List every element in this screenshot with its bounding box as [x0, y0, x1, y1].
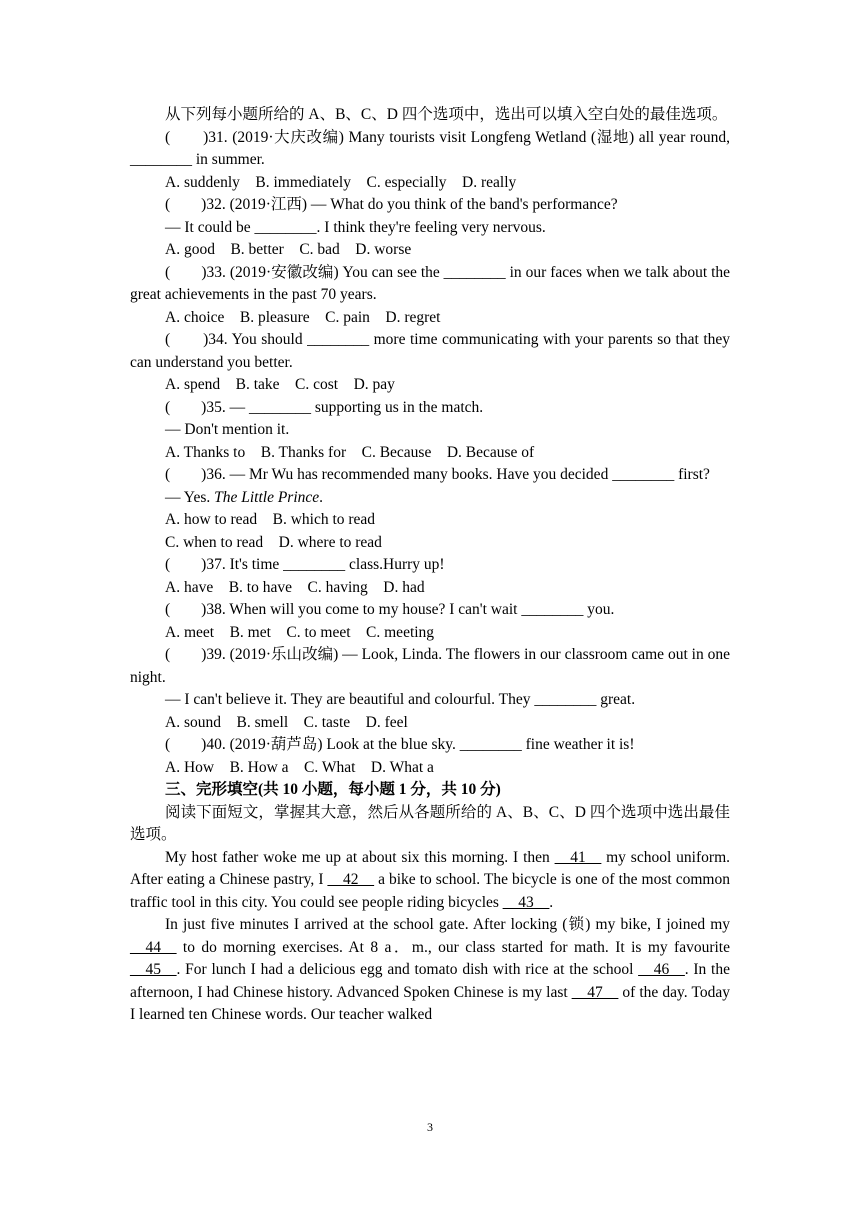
passage-text: . For lunch I had a delicious egg and tomato dish with rice at the school — [176, 961, 639, 978]
blank-45: __45__ — [130, 961, 177, 978]
question-31-options: A. suddenly B. immediately C. especially D. really — [165, 173, 517, 191]
page-number: 3 — [427, 1120, 433, 1134]
question-37-stem: ( )37. It's time ________ class.Hurry up! — [165, 556, 445, 573]
question-38-options: A. meet B. met C. to meet C. meeting — [165, 623, 435, 641]
question-36-stem: ( )36. — Mr Wu has recommended many books. Have you decided ________ first? — [165, 466, 710, 483]
question-33-options: A. choice B. pleasure C. pain D. regret — [165, 308, 441, 326]
blank-43: __43__ — [502, 893, 550, 911]
passage-text: . In the afternoon, I had Chinese history. Advanced Spoken Chinese is my last — [130, 961, 730, 1001]
blank-44: __44__ — [130, 938, 177, 956]
section-instruction: 从下列每小题所给的 A、B、C、D 四个选项中，选出可以填入空白处的最佳选项。 — [165, 106, 728, 123]
question-36-reply-prefix: — Yes. — [165, 488, 215, 506]
passage-text: a bike to school. The bicycle is one of the most common traffic tool in this city. You could see people riding bicycles — [130, 871, 730, 911]
blank-46: __46__ — [638, 961, 685, 978]
question-36-options-row1: A. how to read B. which to read — [165, 511, 376, 528]
passage-text: . — [549, 893, 554, 911]
question-39-reply: — I can't believe it. They are beautiful and colourful. They ________ great. — [165, 691, 636, 708]
question-34-options: A. spend B. take C. cost D. pay — [165, 376, 395, 393]
question-36-reply-suffix: . — [319, 488, 324, 506]
question-38-stem: ( )38. When will you come to my house? I can't wait ________ you. — [165, 601, 615, 618]
question-36-reply — [130, 487, 730, 510]
question-33-stem: ( )33. (2019·安徽改编) You can see the ________ in our faces when we talk about the great achievements in the past 70 years. — [130, 263, 730, 303]
question-37-options: A. have B. to have C. having D. had — [165, 578, 425, 596]
question-32-stem: ( )32. (2019·江西) — What do you think of the band's performance? — [165, 196, 618, 213]
question-36-options-row2: C. when to read D. where to read — [165, 533, 382, 551]
question-32-reply: — It could be ________. I think they're feeling very nervous. — [165, 218, 546, 236]
page-content — [130, 104, 730, 1027]
passage-text: of the day. Today I learned ten Chinese words. Our teacher walked — [130, 983, 730, 1023]
section-3-instruction: 阅读下面短文，掌握其大意，然后从各题所给的 A、B、C、D 四个选项中选出最佳选项。 — [130, 803, 730, 843]
question-35-reply: — Don't mention it. — [165, 421, 290, 438]
passage-paragraph-2 — [130, 914, 730, 1027]
passage-text: In just five minutes I arrived at the school gate. After locking (锁) my bike, I joined my — [165, 916, 730, 933]
question-31-stem: ( )31. (2019·大庆改编) Many tourists visit Longfeng Wetland (湿地) all year round, ________ in summer. — [130, 128, 730, 168]
blank-42: __42__ — [327, 871, 375, 888]
passage-text: My host father woke me up at about six this morning. I then — [165, 848, 555, 866]
passage-text: my school uniform. After eating a Chinese pastry, I — [130, 848, 730, 888]
question-36-book-title: The Little Prince — [214, 488, 320, 506]
question-34-stem: ( )34. You should ________ more time communicating with your parents so that they can understand you better. — [130, 331, 730, 371]
passage-text: to do morning exercises. At 8 a．m., our class started for math. It is my favourite — [176, 938, 730, 956]
blank-41: __41__ — [554, 848, 602, 866]
question-39-stem: ( )39. (2019·乐山改编) — Look, Linda. The flowers in our classroom came out in one night. — [130, 646, 730, 686]
blank-47: __47__ — [571, 983, 619, 1001]
question-39-options: A. sound B. smell C. taste D. feel — [165, 713, 408, 731]
question-35-options: A. Thanks to B. Thanks for C. Because D. Because of — [165, 443, 535, 461]
passage-paragraph-1 — [130, 847, 730, 915]
question-32-options: A. good B. better C. bad D. worse — [165, 241, 412, 258]
section-3-heading: 三、完形填空(共 10 小题，每小题 1 分，共 10 分) — [165, 781, 501, 798]
question-40-options: A. How B. How a C. What D. What a — [165, 758, 434, 776]
question-40-stem: ( )40. (2019·葫芦岛) Look at the blue sky. ________ fine weather it is! — [165, 736, 635, 753]
question-35-stem: ( )35. — ________ supporting us in the match. — [165, 398, 484, 416]
